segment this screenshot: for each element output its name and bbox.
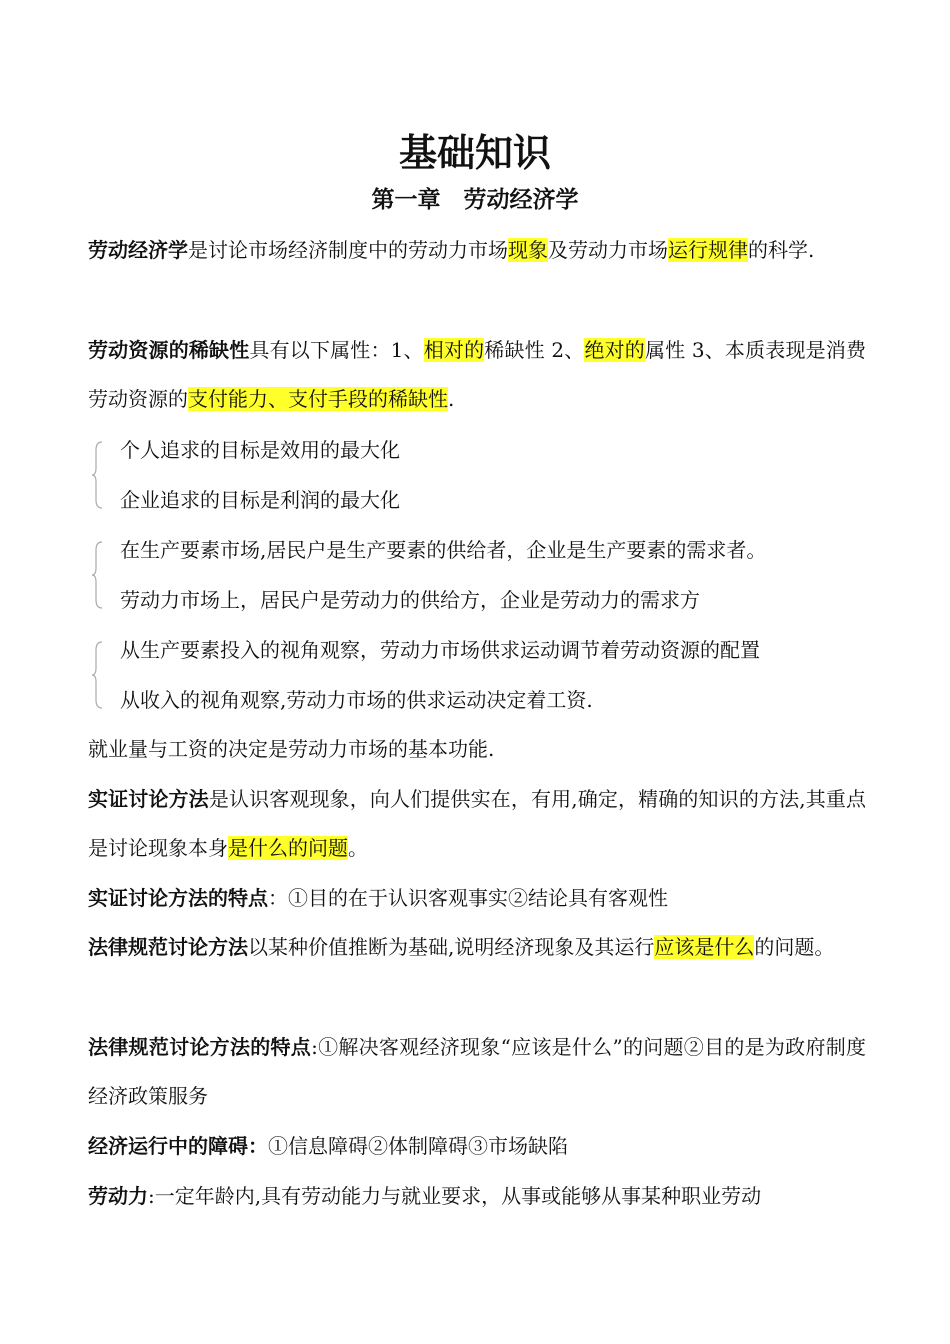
chapter-heading: 第一章 劳动经济学 xyxy=(371,187,579,213)
brace-icon xyxy=(90,540,106,610)
list-item: 从收入的视角观察,劳动力市场的供求运动决定着工资. xyxy=(120,688,593,712)
list-item: 在生产要素市场,居民户是生产要素的供给者，企业是生产要素的需求者。 xyxy=(120,538,767,562)
text: 属性 3、本质表现是消费劳动资源的 xyxy=(88,338,866,411)
paragraph-labor-force xyxy=(88,1172,866,1221)
text: :一定年龄内,具有劳动能力与就业要求，从事或能够从事某种职业劳动 xyxy=(148,1184,762,1208)
text: ①信息障碍②体制障碍③市场缺陷 xyxy=(268,1134,568,1158)
paragraph-normative-method xyxy=(88,923,866,972)
highlight: 是什么的问题 xyxy=(228,836,348,860)
highlight: 应该是什么 xyxy=(654,935,755,959)
term: 实证讨论方法的特点 xyxy=(88,886,268,910)
brace-icon xyxy=(90,640,106,710)
text: 。 xyxy=(348,836,368,860)
paragraph-normative-features xyxy=(88,1023,866,1121)
term: 法律规范讨论方法 xyxy=(88,935,248,959)
text: 是讨论市场经济制度中的劳动力市场 xyxy=(188,238,508,262)
text: 具有以下属性：1、 xyxy=(249,338,424,362)
term: 劳动资源的稀缺性 xyxy=(88,338,250,362)
term: 经济运行中的障碍： xyxy=(88,1134,268,1158)
term: 实证讨论方法 xyxy=(88,787,209,811)
paragraph-labor-economics xyxy=(88,226,866,275)
text: 以某种价值推断为基础,说明经济现象及其运行 xyxy=(248,935,655,959)
paragraph-scarcity xyxy=(88,326,866,424)
text: 的问题。 xyxy=(754,935,835,959)
brace-icon xyxy=(90,440,106,510)
list-item: 企业追求的目标是利润的最大化 xyxy=(120,488,400,512)
list-item: 劳动力市场上，居民户是劳动力的供给方，企业是劳动力的需求方 xyxy=(120,588,700,612)
page-title: 基础知识 xyxy=(398,131,551,175)
term: 法律规范讨论方法的特点 xyxy=(88,1035,312,1059)
text: 及劳动力市场 xyxy=(548,238,668,262)
highlight: 相对的 xyxy=(423,338,485,362)
paragraph-positive-features xyxy=(88,874,866,923)
highlight: 支付能力、支付手段的稀缺性 xyxy=(188,387,448,411)
highlight: 运行规律 xyxy=(668,238,748,262)
text: 的科学. xyxy=(748,238,815,262)
text: :①解决客观经济现象“应该是什么”的问题②目的是为政府制度经济政策服务 xyxy=(88,1035,867,1108)
paragraph-economic-barriers xyxy=(88,1122,866,1171)
text: 稀缺性 2、 xyxy=(484,338,585,362)
list-item: 从生产要素投入的视角观察，劳动力市场供求运动调节着劳动资源的配置 xyxy=(120,638,760,662)
highlight: 绝对的 xyxy=(584,338,645,362)
highlight: 现象 xyxy=(508,238,548,262)
term: 劳动力 xyxy=(88,1184,148,1208)
list-item: 个人追求的目标是效用的最大化 xyxy=(120,438,400,462)
paragraph-basic-function: 就业量与工资的决定是劳动力市场的基本功能. xyxy=(88,737,495,761)
text: 是认识客观现象，向人们提供实在，有用,确定，精确的知识的方法,其重点是讨论现象本身 xyxy=(88,787,866,860)
text: . xyxy=(448,387,455,411)
paragraph-positive-method xyxy=(88,775,866,873)
term: 劳动经济学 xyxy=(88,238,188,262)
text: ：①目的在于认识客观事实②结论具有客观性 xyxy=(268,886,668,910)
